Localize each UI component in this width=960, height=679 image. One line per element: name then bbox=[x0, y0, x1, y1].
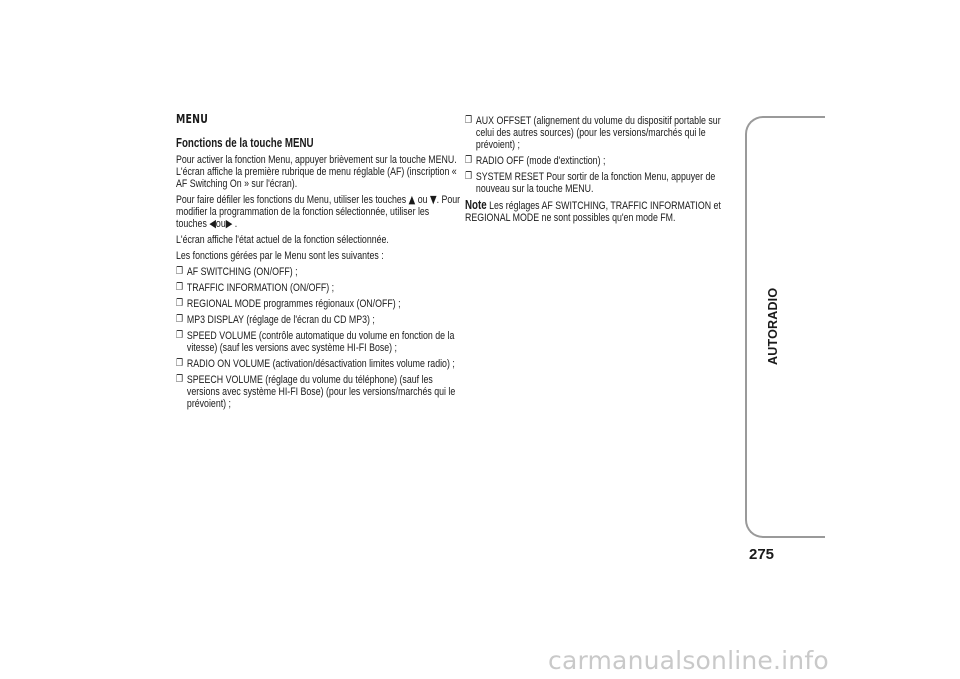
list-item bbox=[465, 155, 730, 167]
checkbox-bullet-icon: ❐ bbox=[176, 374, 183, 385]
right-column bbox=[465, 115, 730, 228]
arrow-right-icon: ▶ bbox=[225, 217, 233, 230]
checkbox-bullet-icon: ❐ bbox=[176, 330, 183, 341]
list-item-text: RADIO OFF (mode d'extinction) ; bbox=[475, 155, 606, 167]
note-label: Note bbox=[465, 198, 487, 212]
scroll-paragraph bbox=[176, 194, 461, 230]
arrow-down-icon: ▼ bbox=[429, 193, 437, 206]
list-item-text: SYSTEM RESET Pour sortir de la fonction Menu, appuyer de nouveau sur la touche MENU. bbox=[475, 171, 716, 195]
list-item-text: RADIO ON VOLUME (activation/désactivation limites volume radio) ; bbox=[186, 358, 455, 370]
functions-intro: Les fonctions gérées par le Menu sont les suivantes : bbox=[176, 250, 384, 262]
list-item bbox=[176, 358, 461, 370]
scroll-text-part1: Pour faire défiler les fonctions du Menu, utiliser les touches bbox=[176, 194, 407, 206]
list-item-text: TRAFFIC INFORMATION (ON/OFF) ; bbox=[186, 282, 335, 294]
list-item bbox=[176, 330, 461, 354]
scroll-text-part2: . Pour modifier la programmation de la fonction sélectionnée, utiliser les touches bbox=[176, 194, 461, 230]
chapter-side-tab bbox=[745, 116, 825, 538]
checkbox-bullet-icon: ❐ bbox=[176, 266, 183, 277]
intro-paragraph: Pour activer la fonction Menu, appuyer brièvement sur la touche MENU. L'écran affiche la première rubrique de menu réglable (AF) (inscription « AF Switching On » sur l'écran). bbox=[176, 154, 457, 190]
status-paragraph: L'écran affiche l'état actuel de la fonction sélectionnée. bbox=[176, 234, 389, 246]
list-item bbox=[176, 266, 461, 278]
list-item-text: REGIONAL MODE programmes régionaux (ON/OFF) ; bbox=[186, 298, 401, 310]
note-text: Les réglages AF SWITCHING, TRAFFIC INFORMATION et REGIONAL MODE ne sont possibles qu'en mode FM. bbox=[465, 200, 721, 224]
scroll-text-end: . bbox=[234, 218, 238, 230]
list-item-text: MP3 DISPLAY (réglage de l'écran du CD MP3) ; bbox=[186, 314, 375, 326]
checkbox-bullet-icon: ❐ bbox=[176, 282, 183, 293]
list-item bbox=[176, 374, 461, 410]
checkbox-bullet-icon: ❐ bbox=[176, 298, 183, 309]
section-title: MENU bbox=[176, 112, 209, 126]
chapter-label: AUTORADIO bbox=[766, 287, 780, 365]
subheading: Fonctions de la touche MENU bbox=[176, 136, 314, 150]
list-item bbox=[465, 171, 730, 195]
arrow-left-icon: ◀ bbox=[209, 217, 216, 230]
watermark-text: carmanualsonline.info bbox=[548, 646, 829, 675]
checkbox-bullet-icon: ❐ bbox=[176, 358, 183, 369]
list-item-text: AF SWITCHING (ON/OFF) ; bbox=[186, 266, 298, 278]
list-item bbox=[176, 298, 461, 310]
list-item-text: SPEECH VOLUME (réglage du volume du téléphone) (sauf les versions avec système HI-FI Bose) (pour les versions/marchés qui le prévoient) ; bbox=[186, 374, 456, 410]
page-number: 275 bbox=[749, 546, 775, 563]
list-item bbox=[176, 282, 461, 294]
list-item bbox=[176, 314, 461, 326]
checkbox-bullet-icon: ❐ bbox=[176, 314, 183, 325]
list-item bbox=[465, 115, 730, 151]
scroll-text-or2: ou bbox=[215, 218, 226, 230]
checkbox-bullet-icon: ❐ bbox=[465, 155, 472, 166]
note-paragraph bbox=[465, 199, 730, 224]
list-item-text: AUX OFFSET (alignement du volume du dispositif portable sur celui des autres sources) (pour les versions/marchés qui le prévoient) ; bbox=[475, 115, 721, 151]
scroll-text-or1: ou bbox=[417, 194, 428, 206]
bullet-list-right bbox=[465, 115, 730, 195]
arrow-up-icon: ▲ bbox=[408, 193, 416, 206]
list-item-text: SPEED VOLUME (contrôle automatique du volume en fonction de la vitesse) (sauf les versions avec système HI-FI Bose) ; bbox=[186, 330, 455, 354]
bullet-list-left bbox=[176, 266, 461, 410]
checkbox-bullet-icon: ❐ bbox=[465, 171, 472, 182]
checkbox-bullet-icon: ❐ bbox=[465, 115, 472, 126]
left-column bbox=[176, 112, 461, 414]
